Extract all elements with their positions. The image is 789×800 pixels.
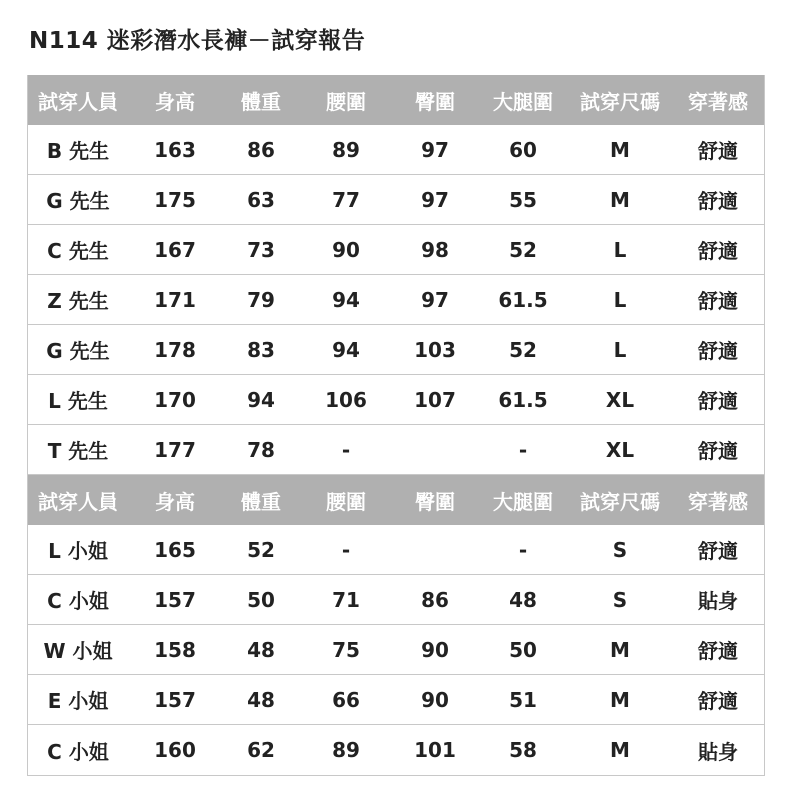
table-row <box>28 675 764 725</box>
table-cell: 62 <box>247 738 275 762</box>
table-row <box>28 225 764 275</box>
table-cell: 86 <box>247 137 275 162</box>
table-cell: - <box>341 437 351 462</box>
table-cell: L <box>613 287 627 312</box>
table-cell: 157 <box>154 687 196 712</box>
table-cell: 97 <box>421 187 449 212</box>
table-cell: 71 <box>332 587 360 612</box>
table-cell: 55 <box>509 187 537 212</box>
table-row <box>28 725 764 775</box>
table-cell: 83 <box>247 337 275 362</box>
size-table <box>27 75 765 776</box>
table-cell: 97 <box>421 287 449 312</box>
table-cell: 90 <box>332 237 360 262</box>
table-cell: C 小姐 <box>47 589 109 613</box>
table-cell: 178 <box>154 337 196 362</box>
table-cell: 107 <box>414 387 456 412</box>
table-header-men <box>28 75 764 125</box>
header-cell: 大腿圍 <box>493 489 553 514</box>
table-cell: 90 <box>421 637 449 662</box>
table-row <box>28 625 764 675</box>
table-cell: 89 <box>332 137 360 162</box>
table-cell: 50 <box>247 587 275 612</box>
table-cell: 167 <box>154 237 196 262</box>
header-cell: 體重 <box>241 89 281 114</box>
table-row <box>28 325 764 375</box>
table-cell: - <box>341 537 351 562</box>
table-cell: 舒適 <box>698 239 738 263</box>
header-cell: 穿著感 <box>688 489 748 514</box>
table-cell: 58 <box>509 738 537 762</box>
table-cell: 165 <box>154 537 196 562</box>
table-cell: 77 <box>332 187 360 212</box>
table-cell: 175 <box>154 187 196 212</box>
table-cell: 61.5 <box>498 387 548 412</box>
table-cell: 163 <box>154 137 196 162</box>
table-cell: - <box>518 537 528 562</box>
table-cell: T 先生 <box>47 439 109 463</box>
table-cell: 48 <box>247 687 275 712</box>
table-cell: S <box>612 537 628 562</box>
page-title: N114 迷彩潛水長褲－試穿報告 <box>29 28 366 54</box>
table-cell: 63 <box>247 187 275 212</box>
table-cell: 86 <box>421 587 449 612</box>
table-row <box>28 575 764 625</box>
table-cell: 73 <box>247 237 275 262</box>
table-cell: M <box>610 738 630 762</box>
table-cell: 94 <box>332 287 360 312</box>
table-cell: M <box>610 687 630 712</box>
table-cell: 舒適 <box>698 689 738 713</box>
table-cell: E 小姐 <box>47 689 109 713</box>
table-body-women <box>28 525 764 775</box>
table-header-women <box>28 475 764 525</box>
table-cell: XL <box>605 387 635 412</box>
table-cell: 89 <box>332 738 360 762</box>
table-cell: 170 <box>154 387 196 412</box>
table-cell: 52 <box>509 237 537 262</box>
table-cell: L 小姐 <box>48 539 108 563</box>
table-cell: M <box>610 637 630 662</box>
table-cell: 106 <box>325 387 367 412</box>
header-cell: 臀圍 <box>415 89 455 114</box>
header-cell: 試穿人員 <box>38 489 118 514</box>
header-cell: 腰圍 <box>326 89 366 114</box>
header-cell: 試穿人員 <box>38 89 118 114</box>
table-cell: 舒適 <box>698 439 738 463</box>
table-cell: 51 <box>509 687 537 712</box>
header-cell: 身高 <box>155 489 195 514</box>
table-cell: C 小姐 <box>47 739 109 764</box>
table-cell: 94 <box>247 387 275 412</box>
table-cell: 52 <box>247 537 275 562</box>
table-cell: L <box>613 337 627 362</box>
header-cell: 臀圍 <box>415 489 455 514</box>
table-cell: 171 <box>154 287 196 312</box>
table-cell: 61.5 <box>498 287 548 312</box>
table-cell: 66 <box>332 687 360 712</box>
table-cell: 舒適 <box>698 339 738 363</box>
header-cell: 身高 <box>155 89 195 114</box>
table-cell: 舒適 <box>698 189 738 213</box>
table-cell: B 先生 <box>46 139 110 163</box>
table-cell: C 先生 <box>47 239 109 263</box>
table-cell: 舒適 <box>698 539 738 563</box>
table-cell: Z 先生 <box>47 289 109 313</box>
table-cell: 60 <box>509 137 537 162</box>
header-cell: 大腿圍 <box>493 89 553 114</box>
header-cell: 體重 <box>241 489 281 514</box>
header-cell: 腰圍 <box>326 489 366 514</box>
table-cell: 貼身 <box>698 739 738 764</box>
table-cell: 78 <box>247 437 275 462</box>
table-row <box>28 125 764 175</box>
table-cell: M <box>610 187 630 212</box>
table-cell: 79 <box>247 287 275 312</box>
table-cell: 48 <box>509 587 537 612</box>
table-row <box>28 275 764 325</box>
table-cell: 舒適 <box>698 389 738 413</box>
table-row <box>28 175 764 225</box>
table-cell: - <box>518 437 528 462</box>
table-cell: 160 <box>154 738 196 762</box>
table-cell: M <box>610 137 630 162</box>
table-cell: 貼身 <box>698 589 738 613</box>
table-cell: 177 <box>154 437 196 462</box>
header-cell: 試穿尺碼 <box>580 489 660 514</box>
table-cell: 98 <box>421 237 449 262</box>
table-cell: 52 <box>509 337 537 362</box>
table-cell: 48 <box>247 637 275 662</box>
table-cell: G 先生 <box>46 189 110 213</box>
table-cell: 50 <box>509 637 537 662</box>
table-cell: 舒適 <box>698 639 738 663</box>
table-cell: G 先生 <box>46 339 110 363</box>
table-cell: 157 <box>154 587 196 612</box>
table-cell: L <box>613 237 627 262</box>
table-cell: XL <box>605 437 635 462</box>
table-cell: 94 <box>332 337 360 362</box>
table-cell: W 小姐 <box>43 639 113 663</box>
table-cell: 75 <box>332 637 360 662</box>
table-cell: S <box>612 587 628 612</box>
table-cell: 101 <box>414 738 456 762</box>
table-cell: 舒適 <box>698 289 738 313</box>
table-row <box>28 375 764 425</box>
table-cell: 103 <box>414 337 456 362</box>
table-cell: L 先生 <box>48 389 108 413</box>
table-cell: 158 <box>154 637 196 662</box>
table-body-men <box>28 125 764 475</box>
table-row <box>28 425 764 475</box>
table-cell: 舒適 <box>698 139 738 163</box>
table-cell: 97 <box>421 137 449 162</box>
header-cell: 試穿尺碼 <box>580 89 660 114</box>
table-row <box>28 525 764 575</box>
table-cell: 90 <box>421 687 449 712</box>
header-cell: 穿著感 <box>688 89 748 114</box>
